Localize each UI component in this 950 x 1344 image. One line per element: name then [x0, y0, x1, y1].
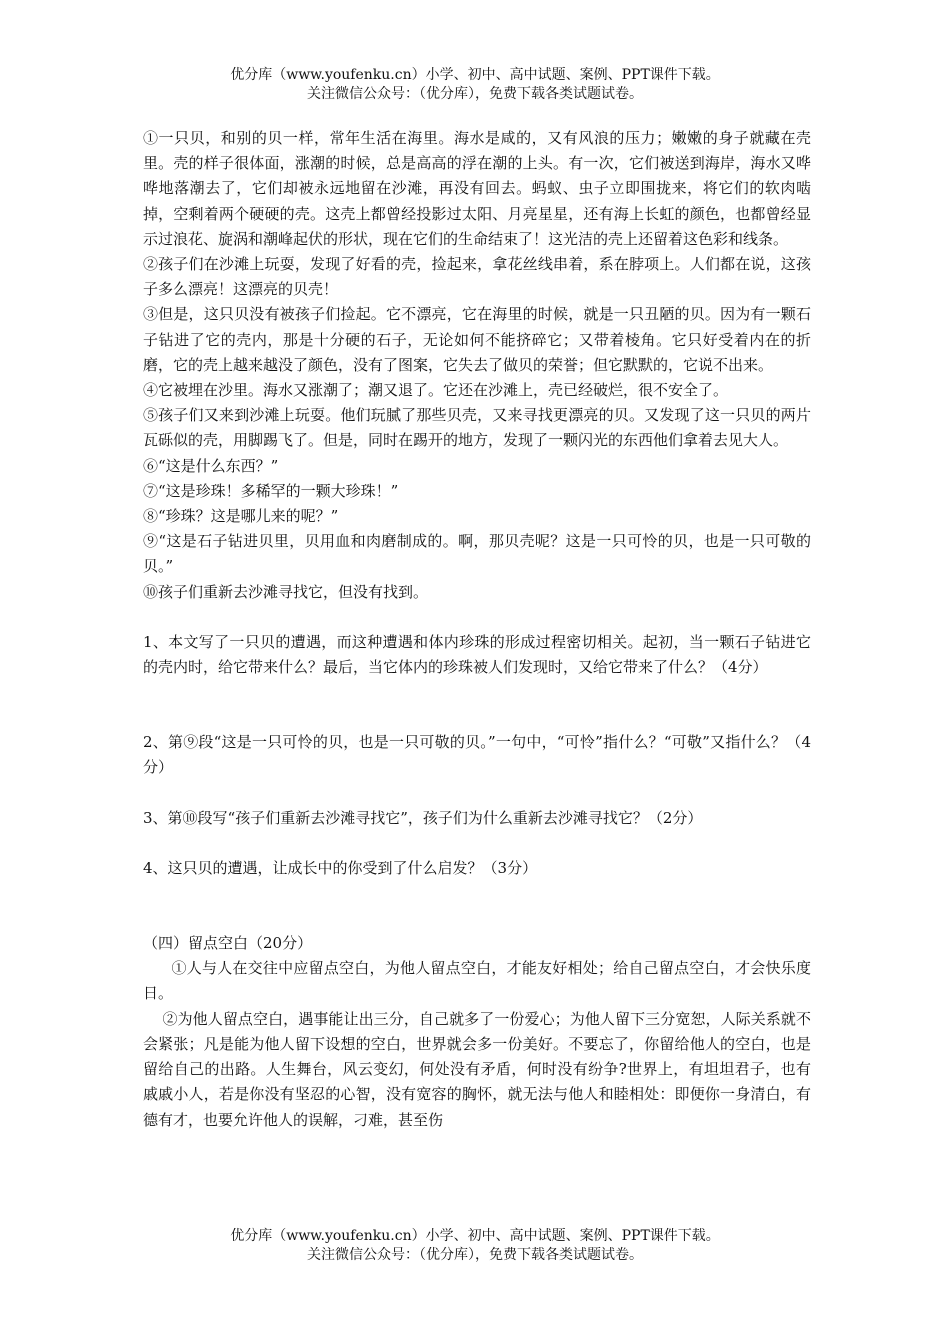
answer-space-2 — [143, 781, 811, 806]
answer-space-1 — [143, 680, 811, 730]
passage-paragraph-7: ⑦“这是珍珠！多稀罕的一颗大珍珠！” — [143, 481, 399, 500]
passage-paragraph-4: ④它被埋在沙里。海水又涨潮了；潮又退了。它还在沙滩上，壳已经破烂，很不安全了。 — [143, 381, 729, 400]
footer-line-1: 优分库（www.youfenku.cn）小学、初中、高中试题、案例、PPT课件下载。 — [230, 1228, 720, 1244]
page-footer — [0, 1227, 950, 1265]
page-content — [143, 126, 811, 1133]
section-4-title: （四）留点空白（20分） — [143, 934, 313, 953]
spacer — [143, 605, 811, 630]
page-header — [0, 66, 950, 104]
passage-paragraph-6: ⑥“这是什么东西？” — [143, 456, 279, 475]
section-4-paragraph-2: ②为他人留点空白，遇事能让出三分，自己就多了一份爱心；为他人留下三分宽恕，人际关系就不会紧张；凡是能为他人留下设想的空白，世界就会多一份美好。不要忘了，你留给他人的空白，也是留给自己的出路。人生舞台，风云变幻，何处没有矛盾，何时没有纷争?世界上，有坦坦君子，也有戚戚小人，若是你没有坚忍的心智，没有宽容的胸怀，就无法与他人和睦相处：即便你一身清白，有德有才，也要允许他人的误解，刁难，甚至伤 — [143, 1009, 811, 1129]
passage-paragraph-10: ⑩孩子们重新去沙滩寻找它，但没有找到。 — [143, 582, 429, 601]
header-line-2: 关注微信公众号：（优分库），免费下载各类试题试卷。 — [307, 86, 643, 102]
passage-paragraph-2: ②孩子们在沙滩上玩耍，发现了好看的壳，捡起来，拿花丝线串着，系在脖项上。人们都在说，这孩子多么漂亮！这漂亮的贝壳！ — [143, 255, 811, 299]
question-3: 3、第⑩段写“孩子们重新去沙滩寻找它”，孩子们为什么重新去沙滩寻找它？（2分） — [143, 808, 703, 827]
answer-space-4 — [143, 881, 811, 931]
passage-paragraph-9: ⑨“这是石子钻进贝里，贝用血和肉磨制成的。啊，那贝壳呢？这是一只可怜的贝，也是一只可敬的贝。” — [143, 532, 811, 576]
question-1: 1、本文写了一只贝的遭遇，而这种遭遇和体内珍珠的形成过程密切相关。起初，当一颗石子钻进它的壳内时，给它带来什么？最后，当它体内的珍珠被人们发现时，又给它带来了什么？（4分） — [143, 632, 811, 677]
passage-paragraph-1: ①一只贝，和别的贝一样，常年生活在海里。海水是咸的，又有风浪的压力；嫩嫩的身子就藏在壳里。壳的样子很体面，涨潮的时候，总是高高的浮在潮的上头。有一次，它们被送到海岸，海水又哗哗地落潮去了，它们却被永远地留在沙滩，再没有回去。蚂蚁、虫子立即围拢来，将它们的软肉啮掉，空剩着两个硬硬的壳。这壳上都曾经投影过太阳、月亮星星，还有海上长虹的颜色，也都曾经显示过浪花、旋涡和潮峰起伏的形状，现在它们的生命结束了！这光洁的壳上还留着这色彩和线条。 — [143, 129, 811, 248]
answer-space-3 — [143, 831, 811, 856]
question-4: 4、这只贝的遭遇，让成长中的你受到了什么启发？（3分） — [143, 858, 538, 877]
footer-line-2: 关注微信公众号：（优分库），免费下载各类试题试卷。 — [307, 1247, 643, 1263]
passage-paragraph-8: ⑧“珍珠？这是哪儿来的呢？” — [143, 507, 339, 526]
section-4-paragraph-1: ①人与人在交往中应留点空白，为他人留点空白，才能友好相处；给自己留点空白，才会快乐度日。 — [143, 959, 811, 1003]
passage-paragraph-3: ③但是，这只贝没有被孩子们捡起。它不漂亮，它在海里的时候，就是一只丑陋的贝。因为有一颗石子钻进了它的壳内，那是十分硬的石子，无论如何不能挤碎它；又带着棱角。它只好受着内在的折磨，它的壳上越来越没了颜色，没有了图案，它失去了做贝的荣誉；但它默默的，它说不出来。 — [143, 305, 811, 374]
header-line-1: 优分库（www.youfenku.cn）小学、初中、高中试题、案例、PPT课件下载。 — [230, 67, 720, 83]
passage-paragraph-5: ⑤孩子们又来到沙滩上玩耍。他们玩腻了那些贝壳，又来寻找更漂亮的贝。又发现了这一只贝的两片瓦砾似的壳，用脚踢飞了。但是，同时在踢开的地方，发现了一颗闪光的东西他们拿着去见大人。 — [143, 406, 811, 450]
question-2: 2、第⑨段“这是一只可怜的贝，也是一只可敬的贝。”一句中，“可怜”指什么？“可敬”又指什么？（4分） — [143, 733, 811, 777]
